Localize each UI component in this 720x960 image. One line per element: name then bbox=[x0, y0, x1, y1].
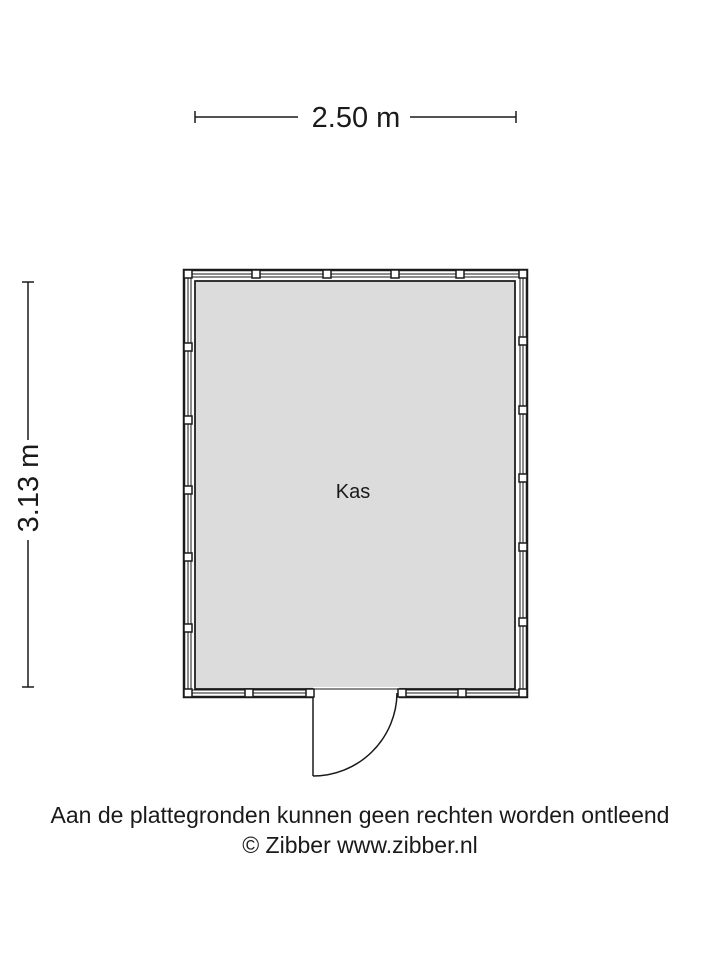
height-dimension-label: 3.13 m bbox=[13, 443, 45, 533]
height-dimension bbox=[13, 282, 45, 687]
post-left bbox=[184, 624, 192, 632]
post-right bbox=[519, 543, 527, 551]
post-left bbox=[184, 343, 192, 351]
post-bottom bbox=[245, 689, 253, 697]
post-right bbox=[519, 337, 527, 345]
post-top bbox=[391, 270, 399, 278]
post-top bbox=[252, 270, 260, 278]
footer-copyright: © Zibber www.zibber.nl bbox=[242, 832, 478, 858]
post-left bbox=[184, 486, 192, 494]
post-bottom bbox=[306, 689, 314, 697]
room-label: Kas bbox=[335, 481, 371, 503]
post-corner-bottom-left bbox=[184, 689, 192, 697]
footer-disclaimer: Aan de plattegronden kunnen geen rechten worden ontleend bbox=[50, 802, 670, 828]
post-right bbox=[519, 474, 527, 482]
width-dimension-label: 2.50 m bbox=[311, 102, 401, 134]
post-corner-bottom-right bbox=[519, 689, 527, 697]
post-bottom bbox=[458, 689, 466, 697]
post-right bbox=[519, 406, 527, 414]
post-right bbox=[519, 618, 527, 626]
door-swing-arc bbox=[313, 693, 397, 776]
post-top bbox=[323, 270, 331, 278]
width-dimension bbox=[195, 102, 516, 134]
post-corner-top-right bbox=[519, 270, 527, 278]
post-top bbox=[456, 270, 464, 278]
post-corner-top-left bbox=[184, 270, 192, 278]
post-left bbox=[184, 416, 192, 424]
post-left bbox=[184, 553, 192, 561]
door bbox=[313, 693, 397, 776]
post-bottom bbox=[398, 689, 406, 697]
